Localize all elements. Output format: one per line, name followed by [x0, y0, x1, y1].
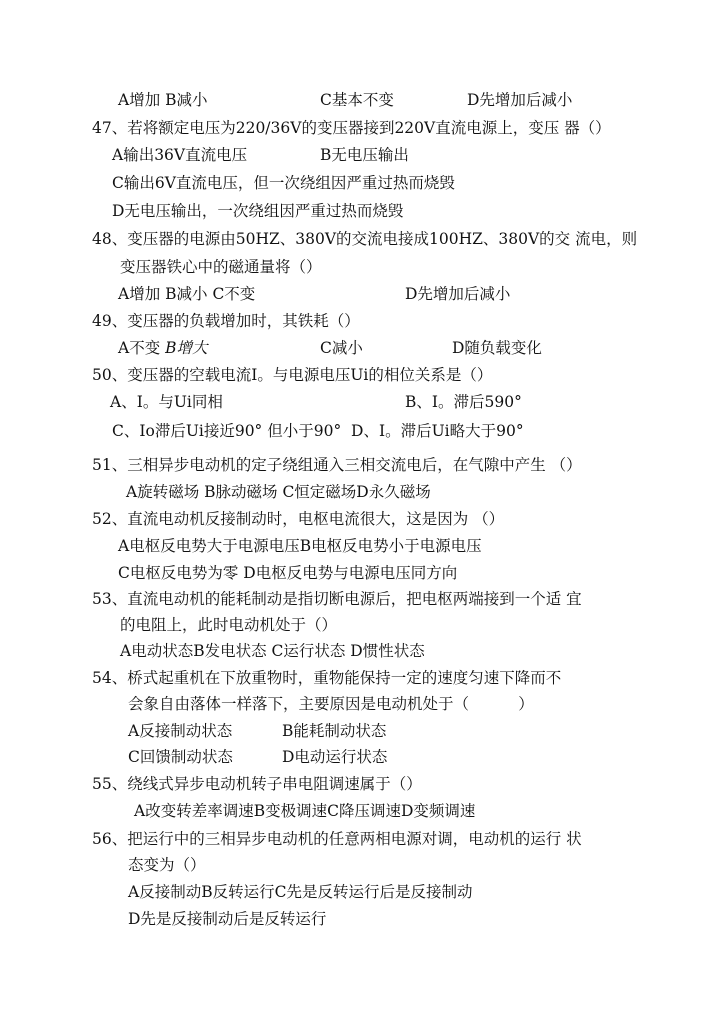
text-segment: 48、变压器的电源由50HZ、380V的交流电接成100HZ、380V的交 流电，则 — [92, 230, 638, 248]
text-segment: 55、绕线式异步电动机转子串电阻调速属于（） — [92, 775, 422, 793]
text-segment: 态变为（） — [128, 856, 206, 874]
text-segment: A反接制动状态 — [128, 722, 233, 740]
question-line — [120, 257, 322, 277]
text-segment: 54、桥式起重机在下放重物时，重物能保持一定的速度匀速下降而不 — [92, 669, 562, 687]
text-segment: 50、变压器的空载电流I。与电源电压Ui的相位关系是（） — [92, 366, 493, 384]
text-segment: A电动状态B发电状态 C运行状态 D惯性状态 — [120, 642, 425, 660]
text-segment: D电动运行状态 — [282, 748, 388, 766]
text-segment: A增加 B减小 — [118, 91, 208, 109]
option-line — [320, 145, 409, 165]
question-line — [92, 509, 504, 529]
text-segment: 的电阻上，此时电动机处于（） — [120, 616, 338, 634]
question-line — [92, 311, 360, 331]
option-line — [118, 563, 457, 583]
question-line — [92, 829, 582, 849]
question-line — [92, 118, 611, 138]
option-line — [112, 173, 455, 193]
option-line — [128, 909, 326, 929]
text-segment: D先增加后减小 — [405, 285, 511, 303]
text-segment: D随负载变化 — [452, 339, 542, 357]
text-segment: D先是反接制动后是反转运行 — [128, 910, 327, 928]
option-line — [134, 801, 475, 821]
option-line — [118, 90, 208, 110]
text-segment: C输出6V直流电压，但一次绕组因严重过热而烧毁 — [112, 174, 455, 192]
option-line — [118, 338, 208, 358]
question-line — [92, 668, 561, 688]
option-line — [320, 90, 394, 110]
option-line — [118, 536, 482, 556]
option-line — [320, 338, 363, 358]
option-line — [128, 882, 472, 902]
text-segment: A增加 B减小 C不变 — [118, 285, 256, 303]
question-line — [92, 589, 582, 609]
text-segment: B能耗制动状态 — [282, 722, 387, 740]
text-segment: 56、把运行中的三相异步电动机的任意两相电源对调，电动机的运行 状 — [92, 830, 582, 848]
text-segment: A输出36V直流电压 — [112, 146, 248, 164]
text-segment: A不变 — [118, 339, 166, 357]
text-segment: C电枢反电势为零 D电枢反电势与电源电压同方向 — [118, 564, 458, 582]
question-line — [92, 229, 637, 249]
option-line — [405, 392, 522, 412]
text-segment: C、Io滞后Ui接近90° 但小于90° D、I。滞后Ui略大于90° — [112, 422, 524, 440]
question-line — [120, 615, 337, 635]
option-line — [110, 392, 223, 412]
text-segment: A改变转差率调速B变极调速C降压调速D变频调速 — [134, 802, 476, 820]
text-segment: 会象自由落体一样落下，主要原因是电动机处于（ ） — [128, 695, 534, 713]
option-line — [282, 747, 387, 767]
text-segment: 47、若将额定电压为220/36V的变压器接到220V直流电源上，变压 器（） — [92, 119, 611, 137]
option-line — [467, 90, 572, 110]
option-line — [126, 482, 431, 502]
question-line — [92, 774, 422, 794]
option-line — [405, 284, 510, 304]
option-line — [282, 721, 386, 741]
text-segment: 53、直流电动机的能耗制动是指切断电源后，把电枢两端接到一个适 宜 — [92, 590, 582, 608]
italic-text-segment: B增大 — [165, 339, 208, 357]
text-segment: 49、变压器的负载增加时，其铁耗（） — [92, 312, 360, 330]
text-segment: C减小 — [320, 339, 363, 357]
text-segment: A反接制动B反转运行C先是反转运行后是反接制动 — [128, 883, 473, 901]
question-line — [92, 455, 582, 475]
option-line — [120, 641, 425, 661]
option-line — [128, 747, 233, 767]
text-segment: B、I。滞后590° — [405, 393, 522, 411]
text-segment: C回馈制动状态 — [128, 748, 233, 766]
option-line — [112, 421, 524, 441]
text-segment: C基本不变 — [320, 91, 394, 109]
text-segment: 52、直流电动机反接制动时，电枢电流很大，这是因为 （） — [92, 510, 505, 528]
option-line — [112, 145, 247, 165]
text-segment: B无电压输出 — [320, 146, 409, 164]
text-segment: 51、三相异步电动机的定子绕组通入三相交流电后，在气隙中产生 （） — [92, 456, 582, 474]
question-line — [128, 855, 206, 875]
question-line — [92, 365, 492, 385]
option-line — [118, 284, 255, 304]
text-segment: A电枢反电势大于电源电压B电枢反电势小于电源电压 — [118, 537, 482, 555]
text-segment: A、I。与Ui同相 — [110, 393, 223, 411]
option-line — [452, 338, 542, 358]
question-line — [128, 694, 534, 714]
option-line — [112, 201, 403, 221]
text-segment: 变压器铁心中的磁通量将（） — [120, 258, 322, 276]
text-segment: A旋转磁场 B脉动磁场 C恒定磁场D永久磁场 — [126, 483, 431, 501]
text-segment: D先增加后减小 — [467, 91, 573, 109]
option-line — [128, 721, 232, 741]
text-segment: D无电压输出，一次绕组因严重过热而烧毁 — [112, 202, 404, 220]
